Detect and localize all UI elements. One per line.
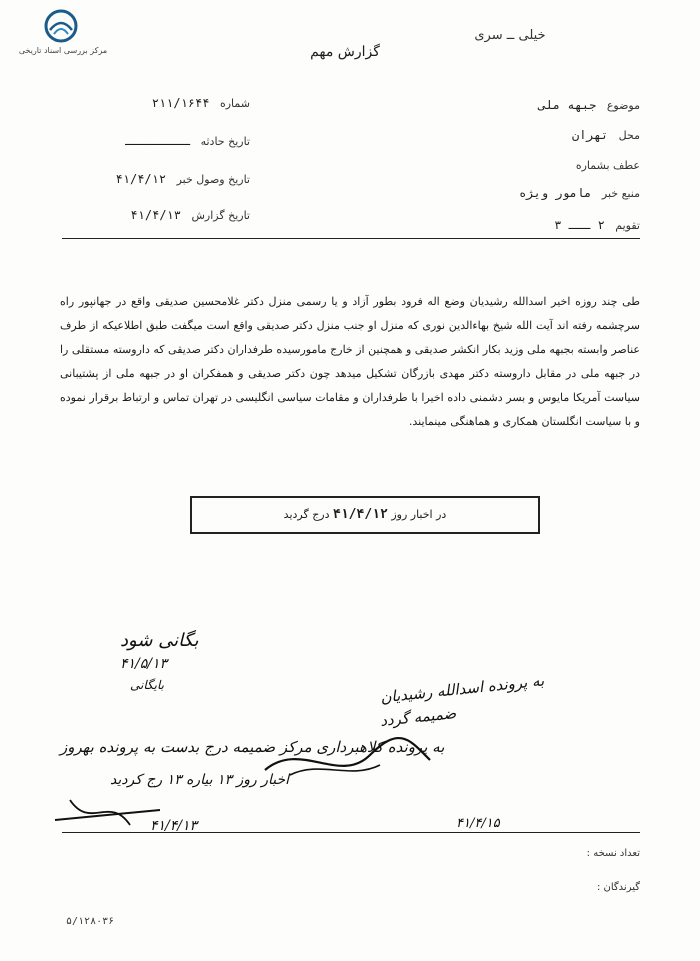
- handwritten-date-2: ۴۱/۴/۱۵: [456, 816, 500, 831]
- field-received-date: تاریخ وصول خبر ۴۱/۴/۱۲: [115, 172, 250, 186]
- field-reference: عطف بشماره: [575, 159, 640, 172]
- field-source: منبع خبر مامور ویژه: [519, 186, 640, 200]
- report-body: طی چند روزه اخیر اسدالله رشیدیان وضع اله فرود بطور آزاد و یا رسمی منزل دکتر غلامحسین صدیقی واقع در جهانپور راه سرچشمه رفته اند آیت الله شیخ بهاءالدین نوری که منزل او جنب منزل دکتر صدیقی واقع است میگفت طبق اطلاعیکه از طرف عناصر وابسته بجبهه ملی وزید بکار انکشر صدیقی و همچنین از خارج مامورسیده طرفداران دکتر صدیقی که داروسته مستقلی را در جبهه ملی در مقابل داروسته دکتر مهدی بازرگان تشکیل میدهد چون دکتر صدیقی و همفکران او در جبهه ملی از پشتیبانی سیاست آمریکا مایوس و بسر دشمنی داده اخیرا با طرفداران و مقامات سیاسی انگلیسی در تهران تماس و ارتباط برقرار نموده و با سیاست انگلستان همکاری و هماهنگی مینمایند.: [60, 295, 640, 428]
- field-subject: موضوع جبهه ملی: [538, 98, 640, 112]
- field-number: شماره ۲۱۱/۱۶۴۴: [151, 96, 250, 110]
- report-title: گزارش مهم: [310, 44, 380, 60]
- archive-stamp-date: ۴۱/۴/۱۲: [333, 507, 388, 522]
- header-divider: [62, 238, 640, 239]
- handwritten-note-daily-news: اخبار روز ۱۳ بیاره ۱۳ رج کردید: [110, 772, 290, 788]
- logo-caption: مرکز بررسی اسناد تاریخی: [18, 46, 108, 55]
- footer-divider: [62, 832, 640, 833]
- handwritten-note-fraud-dossier: به پرونده کلاهبرداری مرکز ضمیمه درج بدست به پرونده بهروز: [60, 738, 445, 756]
- handwritten-note-archive: بگانی شود: [120, 630, 199, 651]
- field-incident-date: تاریخ حادثه ـــــــــ: [125, 134, 250, 148]
- handwritten-note-filed: بایگانی: [130, 678, 164, 692]
- footer-copies: تعداد نسخه :: [586, 848, 640, 859]
- classification-mark: خیلی ــ سری: [474, 28, 546, 43]
- handwritten-note-dossier: به پرونده اسدالله رشیدیان: [379, 671, 545, 707]
- footer-recipients: گیرندگان :: [596, 882, 640, 893]
- archive-logo: [8, 6, 118, 58]
- field-report-date: تاریخ گزارش ۴۱/۴/۱۳: [130, 208, 250, 222]
- field-location: محل تهران: [572, 128, 640, 142]
- handwritten-date-1: ۴۱/۴/۱۳: [150, 818, 198, 834]
- handwritten-note-attach: ضمیمه گردد: [379, 704, 457, 730]
- archive-logo-icon: [38, 8, 84, 46]
- archive-stamp: در اخبار روز ۴۱/۴/۱۲ درج گردید: [190, 496, 540, 534]
- handwritten-note-date: ۴۱/۵/۱۳: [120, 656, 168, 672]
- signature-scribble: [260, 730, 440, 790]
- field-calendar: تقویم ۲ ـــ ۳: [554, 218, 640, 232]
- footer-doc-code: ۵/۱۲۸۰۳۶: [66, 916, 115, 927]
